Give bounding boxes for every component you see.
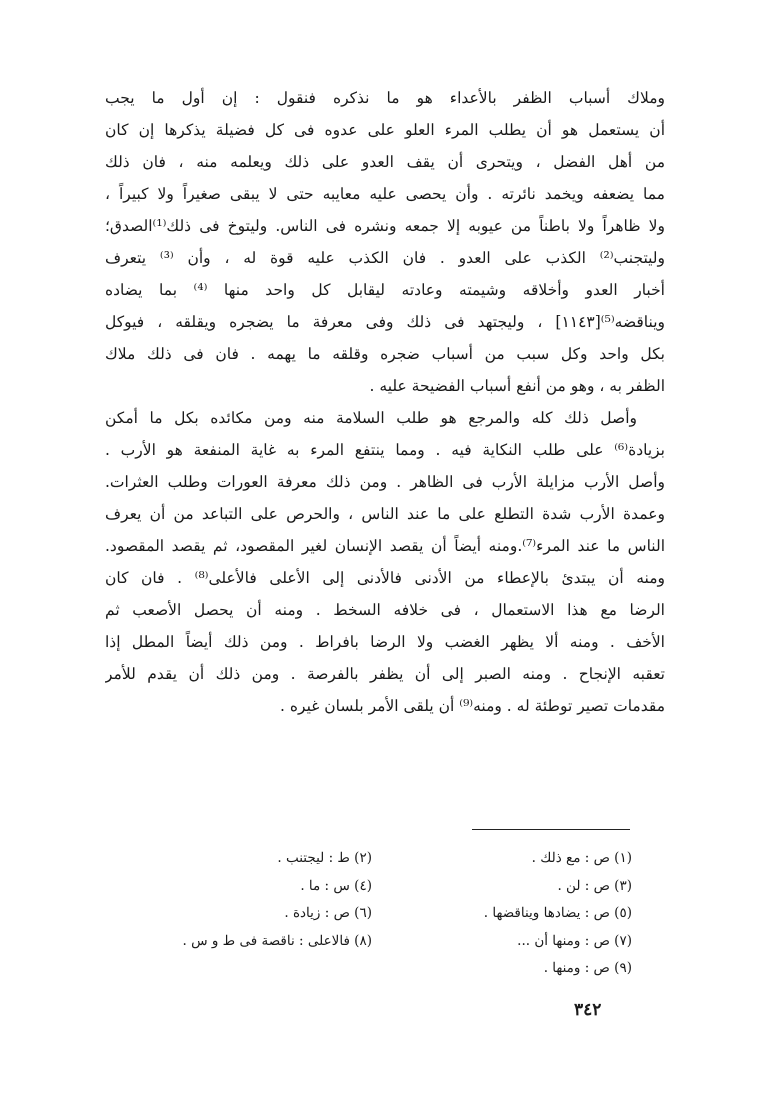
text-line: أخبار العدو وأخلاقه وشيمته وعادته ليقابل كل واحد منها ⁽⁴⁾ بما يضاده [105,281,665,299]
footnote-divider [472,829,630,830]
footnote: (٣) ص : لن . [557,878,632,894]
text-line: من أهل الفضل ، ويتحرى أن يقف العدو على ذلك ويعلمه منه ، فان ذلك [105,153,665,171]
footnote: (١) ص : مع ذلك . [531,850,632,866]
text-line: وأصل ذلك كله والمرجع هو طلب السلامة منه ومن مكائده بكل ما أمكن [105,409,637,427]
text-line: وليتجنب⁽²⁾ الكذب على العدو . فان الكذب عليه قوة له ، وأن ⁽³⁾ يتعرف [105,249,665,267]
text-line: الأخف . ومنه ألا يظهر الغضب ولا الرضا بافراط . ومن ذلك أيضاً المطل إذا [105,633,665,651]
footnote: (٧) ص : ومنها أن ... [517,933,632,949]
text-line: أن يستعمل هو أن يطلب المرء العلو على عدوه فى كل فضيلة يذكرها إن كان [105,121,665,139]
text-line: بزيادة⁽⁶⁾ على طلب النكاية فيه . ومما ينتفع المرء به غاية المنفعة هو الأرب . [105,441,665,459]
text-line: مقدمات تصير توطئة له . ومنه⁽⁹⁾ أن يلقى الأمر بلسان غيره . [280,697,665,715]
footnote: (٦) ص : زيادة . [284,905,372,921]
text-line: وأصل الأرب مزايلة الأرب فى الظاهر . ومن ذلك معرفة العورات وطلب العثرات. [105,473,665,491]
page-number: ٣٤٢ [574,1000,602,1020]
footnote: (٤) س : ما . [300,878,372,894]
text-line: مما يضعفه ويخمد نائرته . وأن يحصى عليه معايبه حتى لا يبقى صغيراً ولا كبيراً ، [105,185,665,203]
footnote: (٥) ص : يضادها ويناقضها . [483,905,632,921]
body-text [105,82,665,722]
footnote: (٨) فالاعلى : ناقصة فى ط و س . [182,933,372,949]
text-line: ويناقضه⁽⁵⁾[١١٤٣] ، وليجتهد فى ذلك وفى معرفة ما يضجره ويقلقه ، فيوكل [105,313,665,331]
text-line: الظفر به ، وهو من أنفع أسباب الفضيحة عليه . [369,377,665,395]
text-line: تعقبه الإنجاح . ومنه الصبر إلى أن يظفر بالفرصة . ومن ذلك أن يقدم للأمر [105,665,665,683]
text-line: بكل واحد وكل سبب من أسباب ضجره وقلقه ما يهمه . فان فى ذلك ملاك [105,345,665,363]
footnote: (٢) ط : ليجتنب . [277,850,372,866]
text-line: الرضا مع هذا الاستعمال ، فى خلافه السخط . ومنه أن يحصل الأصعب ثم [105,601,665,619]
text-line: الناس ما عند المرء⁽⁷⁾.ومنه أيضاً أن يقصد الإنسان لغير المقصود، ثم يقصد المقصود. [105,537,665,555]
text-line: وعمدة الأرب شدة التطلع على ما عند الناس ، والحرص على التباعد من أن يعرف [105,505,665,523]
text-line: وملاك أسباب الظفر بالأعداء هو ما نذكره فنقول : إن أول ما يجب [105,89,665,107]
footnote: (٩) ص : ومنها . [543,960,632,976]
text-line: ومنه أن يبتدئ بالإعطاء من الأدنى فالأدنى إلى الأعلى فالأعلى⁽⁸⁾ . فان كان [105,569,665,587]
text-line: ولا ظاهراً ولا باطناً من عيوبه إلا جمعه ونشره فى الناس. وليتوخ فى ذلك⁽¹⁾الصدق؛ [105,217,665,235]
